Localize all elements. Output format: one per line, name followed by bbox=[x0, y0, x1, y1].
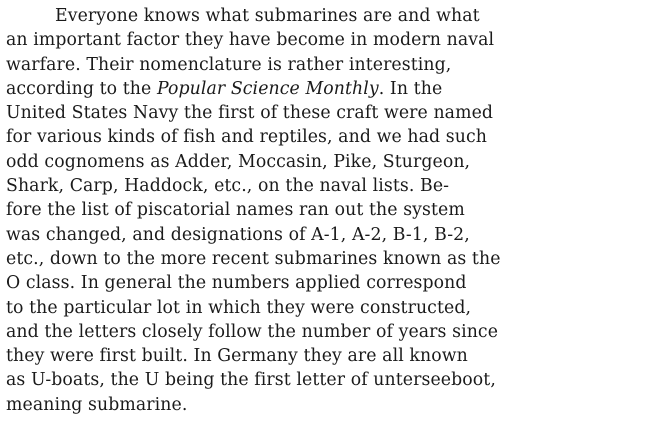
text-line: Shark, Carp, Haddock, etc., on the naval lists. Be- bbox=[6, 176, 450, 197]
text-line: Everyone knows what submarines are and what bbox=[55, 6, 480, 26]
text-line: as U-boats, the U being the first letter of unterseeboot, bbox=[6, 370, 496, 391]
text-line: an important factor they have become in modern naval bbox=[6, 30, 495, 51]
text-line: meaning submarine. bbox=[6, 394, 188, 415]
text-line: etc., down to the more recent submarines known as the bbox=[6, 248, 501, 269]
text-line: O class. In general the numbers applied correspond bbox=[6, 273, 467, 294]
text-line: to the particular lot in which they were constructed, bbox=[6, 297, 472, 318]
article-paragraph bbox=[6, 4, 659, 417]
text-line: and the letters closely follow the number of years since bbox=[6, 321, 499, 342]
text-line: for various kinds of fish and reptiles, and we had such bbox=[6, 127, 487, 148]
text-line: warfare. Their nomenclature is rather interesting, bbox=[6, 54, 452, 75]
text-line: odd cognomens as Adder, Moccasin, Pike, Sturgeon, bbox=[6, 151, 471, 172]
text-line: they were first built. In Germany they are all known bbox=[6, 346, 468, 367]
text-line: United States Navy the first of these craft were named bbox=[6, 103, 494, 124]
publication-title: Popular Science Monthly bbox=[156, 78, 379, 99]
text-line: fore the list of piscatorial names ran out the system bbox=[6, 200, 465, 221]
text-line: was changed, and designations of A-1, A-2, B-1, B-2, bbox=[6, 224, 470, 245]
text-line: according to the Popular Science Monthly. In the bbox=[6, 78, 443, 99]
